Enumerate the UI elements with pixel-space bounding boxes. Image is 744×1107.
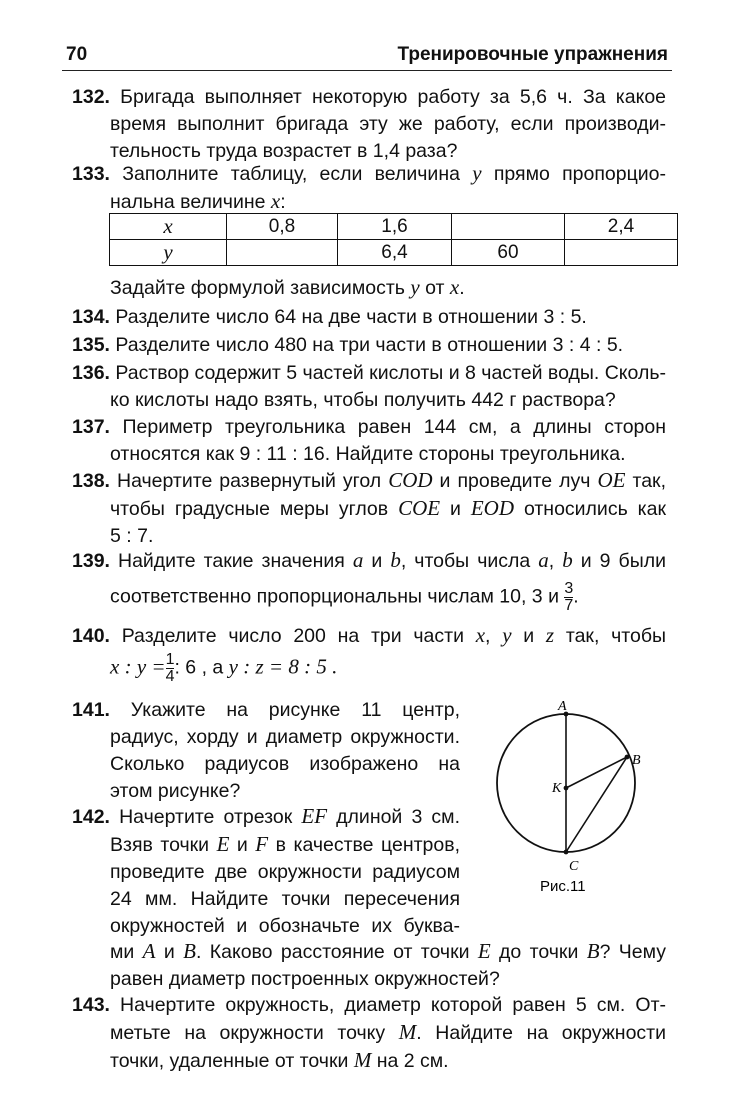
problem-text: , чтобы числа [400, 550, 539, 572]
problem-text: тельность труда возрастет в 1,4 раза? [110, 140, 458, 162]
math-var: A [142, 939, 156, 963]
math-var: E [216, 832, 230, 856]
point-b [625, 755, 630, 760]
problem-text: Бригада выполняет некоторую работу за 5,6 ч. За какое [120, 86, 667, 108]
math-var: x [449, 275, 460, 299]
problem-text: ? Чему [599, 941, 666, 963]
figure-11-circle [494, 696, 654, 906]
point-c [564, 850, 569, 855]
math-var: EOD [470, 496, 515, 520]
problem-139 [72, 547, 666, 614]
math-var: y [410, 275, 420, 299]
formula: : 6 , а [174, 656, 229, 679]
math-var: B [183, 939, 196, 963]
problem-text: этом рисунке? [110, 780, 241, 802]
fraction-denominator: 4 [165, 668, 175, 685]
problem-134 [72, 304, 666, 331]
table-cell: 2,4 [565, 214, 678, 240]
problem-text: время выполнит бригада эту же работу, если производи- [110, 113, 666, 135]
problem-text: в качестве центров, [268, 834, 460, 856]
problem-number: 139. [72, 550, 110, 572]
problem-text: и [155, 941, 184, 963]
table-cell: 6,4 [338, 240, 452, 266]
problem-137 [72, 414, 666, 468]
fraction-numerator: 3 [564, 580, 574, 597]
math-var: x [475, 623, 486, 647]
math-var: B [586, 939, 600, 963]
problem-text: Сколько радиусов изображено на [110, 753, 460, 775]
page-number: 70 [66, 44, 88, 65]
problem-text: от [419, 277, 450, 299]
problem-text: Периметр треугольника равен 144 см, а длины сторон [122, 416, 666, 438]
problem-number: 135. [72, 334, 110, 356]
math-var: COD [388, 468, 433, 492]
label-c: C [569, 859, 579, 874]
table-row [110, 214, 678, 240]
formula: y : z = 8 : 5 . [228, 654, 338, 679]
problem-text: проведите две окружности радиусом [110, 861, 460, 883]
label-k: K [552, 781, 562, 796]
problem-136 [72, 360, 666, 414]
problem-text: до точки [490, 941, 587, 963]
problem-number: 138. [72, 470, 110, 492]
problem-text: . [573, 585, 579, 608]
math-var: EF [301, 804, 328, 828]
problem-number: 134. [72, 306, 110, 328]
problem-number: 142. [72, 806, 110, 828]
table-cell: x [110, 214, 227, 240]
table-cell: y [110, 240, 227, 266]
problem-text: Найдите такие значения [117, 550, 353, 572]
problem-text: Начертите развернутый угол [116, 470, 389, 492]
math-var: x [270, 189, 281, 213]
problem-text: окружностей и обозначьте их буква- [110, 915, 460, 937]
problem-text: относились как [514, 498, 666, 520]
problem-text: длиной 3 см. [327, 806, 461, 828]
problem-142-cont [72, 938, 666, 993]
problem-text: Начертите отрезок [119, 806, 302, 828]
problem-text: Заполните таблицу, если величина [122, 163, 473, 185]
math-var: M [353, 1048, 372, 1072]
math-var: a [352, 548, 364, 572]
fraction [564, 581, 573, 614]
problem-text: прямо пропорцио- [481, 163, 667, 185]
math-var: M [398, 1020, 417, 1044]
math-var: z [545, 623, 555, 647]
problem-133 [72, 160, 666, 216]
problem-142 [72, 803, 460, 940]
math-var: OE [597, 468, 626, 492]
problem-text: на 2 см. [371, 1050, 449, 1072]
fraction-denominator: 7 [564, 597, 574, 614]
values-table [109, 213, 678, 266]
problem-138 [72, 467, 666, 550]
problem-text: Разделите число 64 на две части в отношении 3 : 5. [115, 306, 587, 328]
problem-text: и [440, 498, 471, 520]
problem-text: Укажите на рисунке 11 центр, [130, 699, 460, 721]
problem-text: радиус, хорду и диаметр окружности. [110, 726, 460, 748]
problem-number: 141. [72, 699, 110, 721]
problem-text: и [363, 550, 391, 572]
problem-text: , [485, 625, 503, 647]
math-var: y [502, 623, 512, 647]
table-cell: 0,8 [227, 214, 338, 240]
label-a: A [558, 699, 567, 714]
problem-text: 24 мм. Найдите точки пересечения [110, 888, 460, 910]
problem-number: 140. [72, 625, 110, 647]
math-var: y [472, 161, 482, 185]
problem-text: чтобы градусные меры углов [110, 498, 399, 520]
problem-text: соответственно пропорциональны числам 10, 3 и [110, 585, 565, 608]
page-header [62, 44, 672, 71]
problem-text: ми [110, 941, 143, 963]
problem-text: так, чтобы [554, 625, 667, 647]
problem-text: метьте на окружности точку [110, 1022, 399, 1044]
problem-number: 136. [72, 362, 110, 384]
problem-141 [72, 697, 460, 805]
problem-text: так, [625, 470, 666, 492]
problem-133-formula [72, 274, 666, 302]
figure-caption: Рис.11 [540, 878, 586, 895]
problem-number: 143. [72, 994, 110, 1016]
math-var: COE [398, 496, 441, 520]
table-cell [452, 214, 565, 240]
math-var: F [255, 832, 269, 856]
problem-text: : [280, 191, 286, 213]
problem-number: 132. [72, 86, 110, 108]
problem-text: ко кислоты надо взять, чтобы получить 442 г раствора? [110, 389, 616, 411]
problem-text: , [548, 550, 563, 572]
label-b: B [632, 753, 641, 768]
problem-132 [72, 84, 666, 165]
problem-number: 137. [72, 416, 110, 438]
problem-text: . [459, 277, 465, 299]
fraction-numerator: 1 [165, 651, 175, 668]
problem-143 [72, 992, 666, 1075]
math-var: b [390, 548, 401, 572]
problem-number: 133. [72, 163, 110, 185]
chord-bc [566, 757, 627, 852]
point-k [564, 786, 569, 791]
problem-text: и [511, 625, 546, 647]
table-cell: 1,6 [338, 214, 452, 240]
table-cell [565, 240, 678, 266]
problem-text: относятся как 9 : 11 : 16. Найдите стороны треугольника. [110, 443, 626, 465]
problem-135 [72, 332, 666, 359]
problem-text: Задайте формулой зависимость [110, 277, 411, 299]
problem-text: и проведите луч [432, 470, 598, 492]
problem-text: Разделите число 480 на три части в отношении 3 : 4 : 5. [115, 334, 624, 356]
problem-text: Разделите число 200 на три части [121, 625, 476, 647]
table-cell [227, 240, 338, 266]
problem-text: Взяв точки [110, 834, 217, 856]
problem-text: . Найдите на окружности [416, 1022, 666, 1044]
problem-140 [72, 622, 666, 685]
math-var: a [538, 548, 549, 572]
formula: x : y = [110, 654, 166, 679]
problem-text: точки, удаленные от точки [110, 1050, 354, 1072]
problem-text: и 9 были [572, 550, 666, 572]
problem-text: и [229, 834, 256, 856]
math-var: b [562, 548, 573, 572]
problem-text: нальна величине [110, 191, 271, 213]
problem-text: 5 : 7. [110, 525, 154, 547]
problem-text: . Каково расстояние от точки [195, 941, 478, 963]
math-var: E [477, 939, 491, 963]
table-cell: 60 [452, 240, 565, 266]
table-row [110, 240, 678, 266]
problem-text: Раствор содержит 5 частей кислоты и 8 частей воды. Сколь- [115, 362, 667, 384]
problem-text: Начертите окружность, диаметр которой равен 5 см. От- [120, 994, 666, 1016]
problem-text: равен диаметр построенных окружностей? [110, 968, 500, 990]
header-title: Тренировочные упражнения [397, 44, 668, 65]
